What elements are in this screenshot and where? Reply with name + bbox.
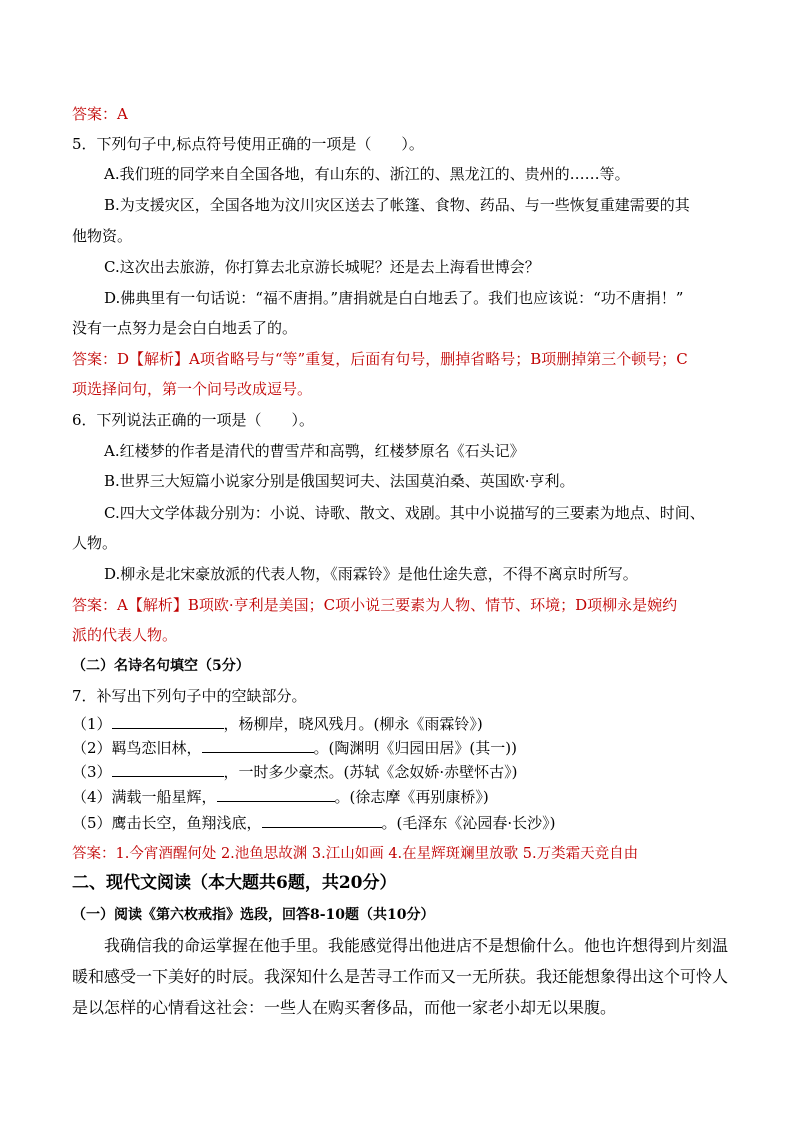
q7-item-1-text: ，杨柳岸，晓风残月。(柳永《雨霖铃》) [223, 715, 483, 733]
q7-item-4 [72, 786, 489, 807]
q7-answer: 答案：1.今宵酒醒何处 2.池鱼思故渊 3.江山如画 4.在星辉斑斓里放歌 5.万类霜天竞自由 [72, 846, 639, 862]
q6-answer: 答案：A【解析】B项欧·亨利是美国；C项小说三要素为人物、情节、环境；D项柳永是婉约 [72, 596, 678, 614]
q7-blank-4[interactable] [217, 786, 335, 802]
q7-item-1-num: （1） [72, 715, 112, 733]
subsection-reading-1-title: （一）阅读《第六枚戒指》选段，回答8-10题（共10分） [72, 907, 435, 923]
q5-option-d-cont: 没有一点努力是会白白地丢了的。 [72, 319, 298, 337]
passage-line-3: 是以怎样的心情看这社会：一些人在购买奢侈品，而他一家老小却无以果腹。 [72, 998, 617, 1017]
q6-option-b: B.世界三大短篇小说家分别是俄国契诃夫、法国莫泊桑、英国欧·亨利。 [104, 472, 575, 490]
q7-item-5-text-before: （5）鹰击长空，鱼翔浅底， [72, 814, 262, 832]
passage-line-1: 我确信我的命运掌握在他手里。我能感觉得出他进店不是想偷什么。他也许想得到片刻温 [104, 936, 729, 955]
q6-stem: 6．下列说法正确的一项是（ ）。 [72, 411, 315, 429]
q7-item-2 [72, 737, 517, 758]
q7-item-3-num: （3） [72, 763, 112, 781]
q7-item-3-text: ，一时多少豪杰。(苏轼《念奴娇·赤壁怀古》) [223, 763, 518, 781]
q5-answer: 答案：D【解析】A项省略号与“等”重复，后面有句号，删掉省略号；B项删掉第三个顿号；C [72, 350, 688, 368]
q5-option-d: D.佛典里有一句话说：“福不唐捐。”唐捐就是白白地丢了。我们也应该说：“功不唐捐！” [104, 289, 684, 307]
q5-stem: 5．下列句子中,标点符号使用正确的一项是（ ）。 [72, 135, 424, 153]
q5-option-a: A.我们班的同学来自全国各地，有山东的、浙江的、黑龙江的、贵州的……等。 [104, 165, 630, 183]
q7-item-2-text-before: （2）羁鸟恋旧林， [72, 739, 202, 757]
subsection-poetry-title: （二）名诗名句填空（5分） [72, 658, 250, 674]
q5-option-c: C.这次出去旅游，你打算去北京游长城呢？还是去上海看世博会？ [104, 258, 540, 276]
q5-option-b: B.为支援灾区，全国各地为汶川灾区送去了帐篷、食物、药品、与一些恢复重建需要的其 [104, 196, 690, 214]
q6-option-d: D.柳永是北宋豪放派的代表人物，《雨霖铃》是他仕途失意，不得不离京时所写。 [104, 565, 638, 583]
q7-blank-1[interactable] [112, 713, 224, 729]
q7-item-4-text-before: （4）满载一船星辉， [72, 788, 217, 806]
q7-blank-3[interactable] [112, 761, 224, 777]
q7-item-4-text-after: 。(徐志摩《再别康桥》) [334, 788, 489, 806]
q6-option-a: A.红楼梦的作者是清代的曹雪芹和高鹗，红楼梦原名《石头记》 [104, 442, 525, 460]
q7-blank-5[interactable] [262, 812, 382, 828]
passage-line-2: 暖和感受一下美好的时辰。我深知什么是苦寻工作而又一无所获。我还能想象得出这个可怜人 [72, 967, 729, 986]
q7-item-5 [72, 812, 556, 833]
answer-q4: 答案：A [72, 105, 128, 123]
q7-item-3 [72, 761, 518, 782]
q6-answer-cont: 派的代表人物。 [72, 626, 178, 644]
q7-item-1 [72, 713, 483, 734]
q7-item-2-text-after: 。(陶渊明《归园田居》(其一)) [313, 739, 517, 757]
q5-option-b-cont: 他物资。 [72, 227, 133, 245]
q5-answer-cont: 项选择问句，第一个问号改成逗号。 [72, 380, 313, 398]
q7-stem: 7．补写出下列句子中的空缺部分。 [72, 687, 307, 705]
q6-option-c-cont: 人物。 [72, 534, 118, 552]
q6-option-c: C.四大文学体裁分别为：小说、诗歌、散文、戏剧。其中小说描写的三要素为地点、时间、 [104, 504, 705, 522]
q7-blank-2[interactable] [202, 737, 314, 753]
section-2-title: 二、现代文阅读（本大题共6题，共20分） [72, 873, 397, 893]
q7-item-5-text-after: 。(毛泽东《沁园春·长沙》) [381, 814, 556, 832]
